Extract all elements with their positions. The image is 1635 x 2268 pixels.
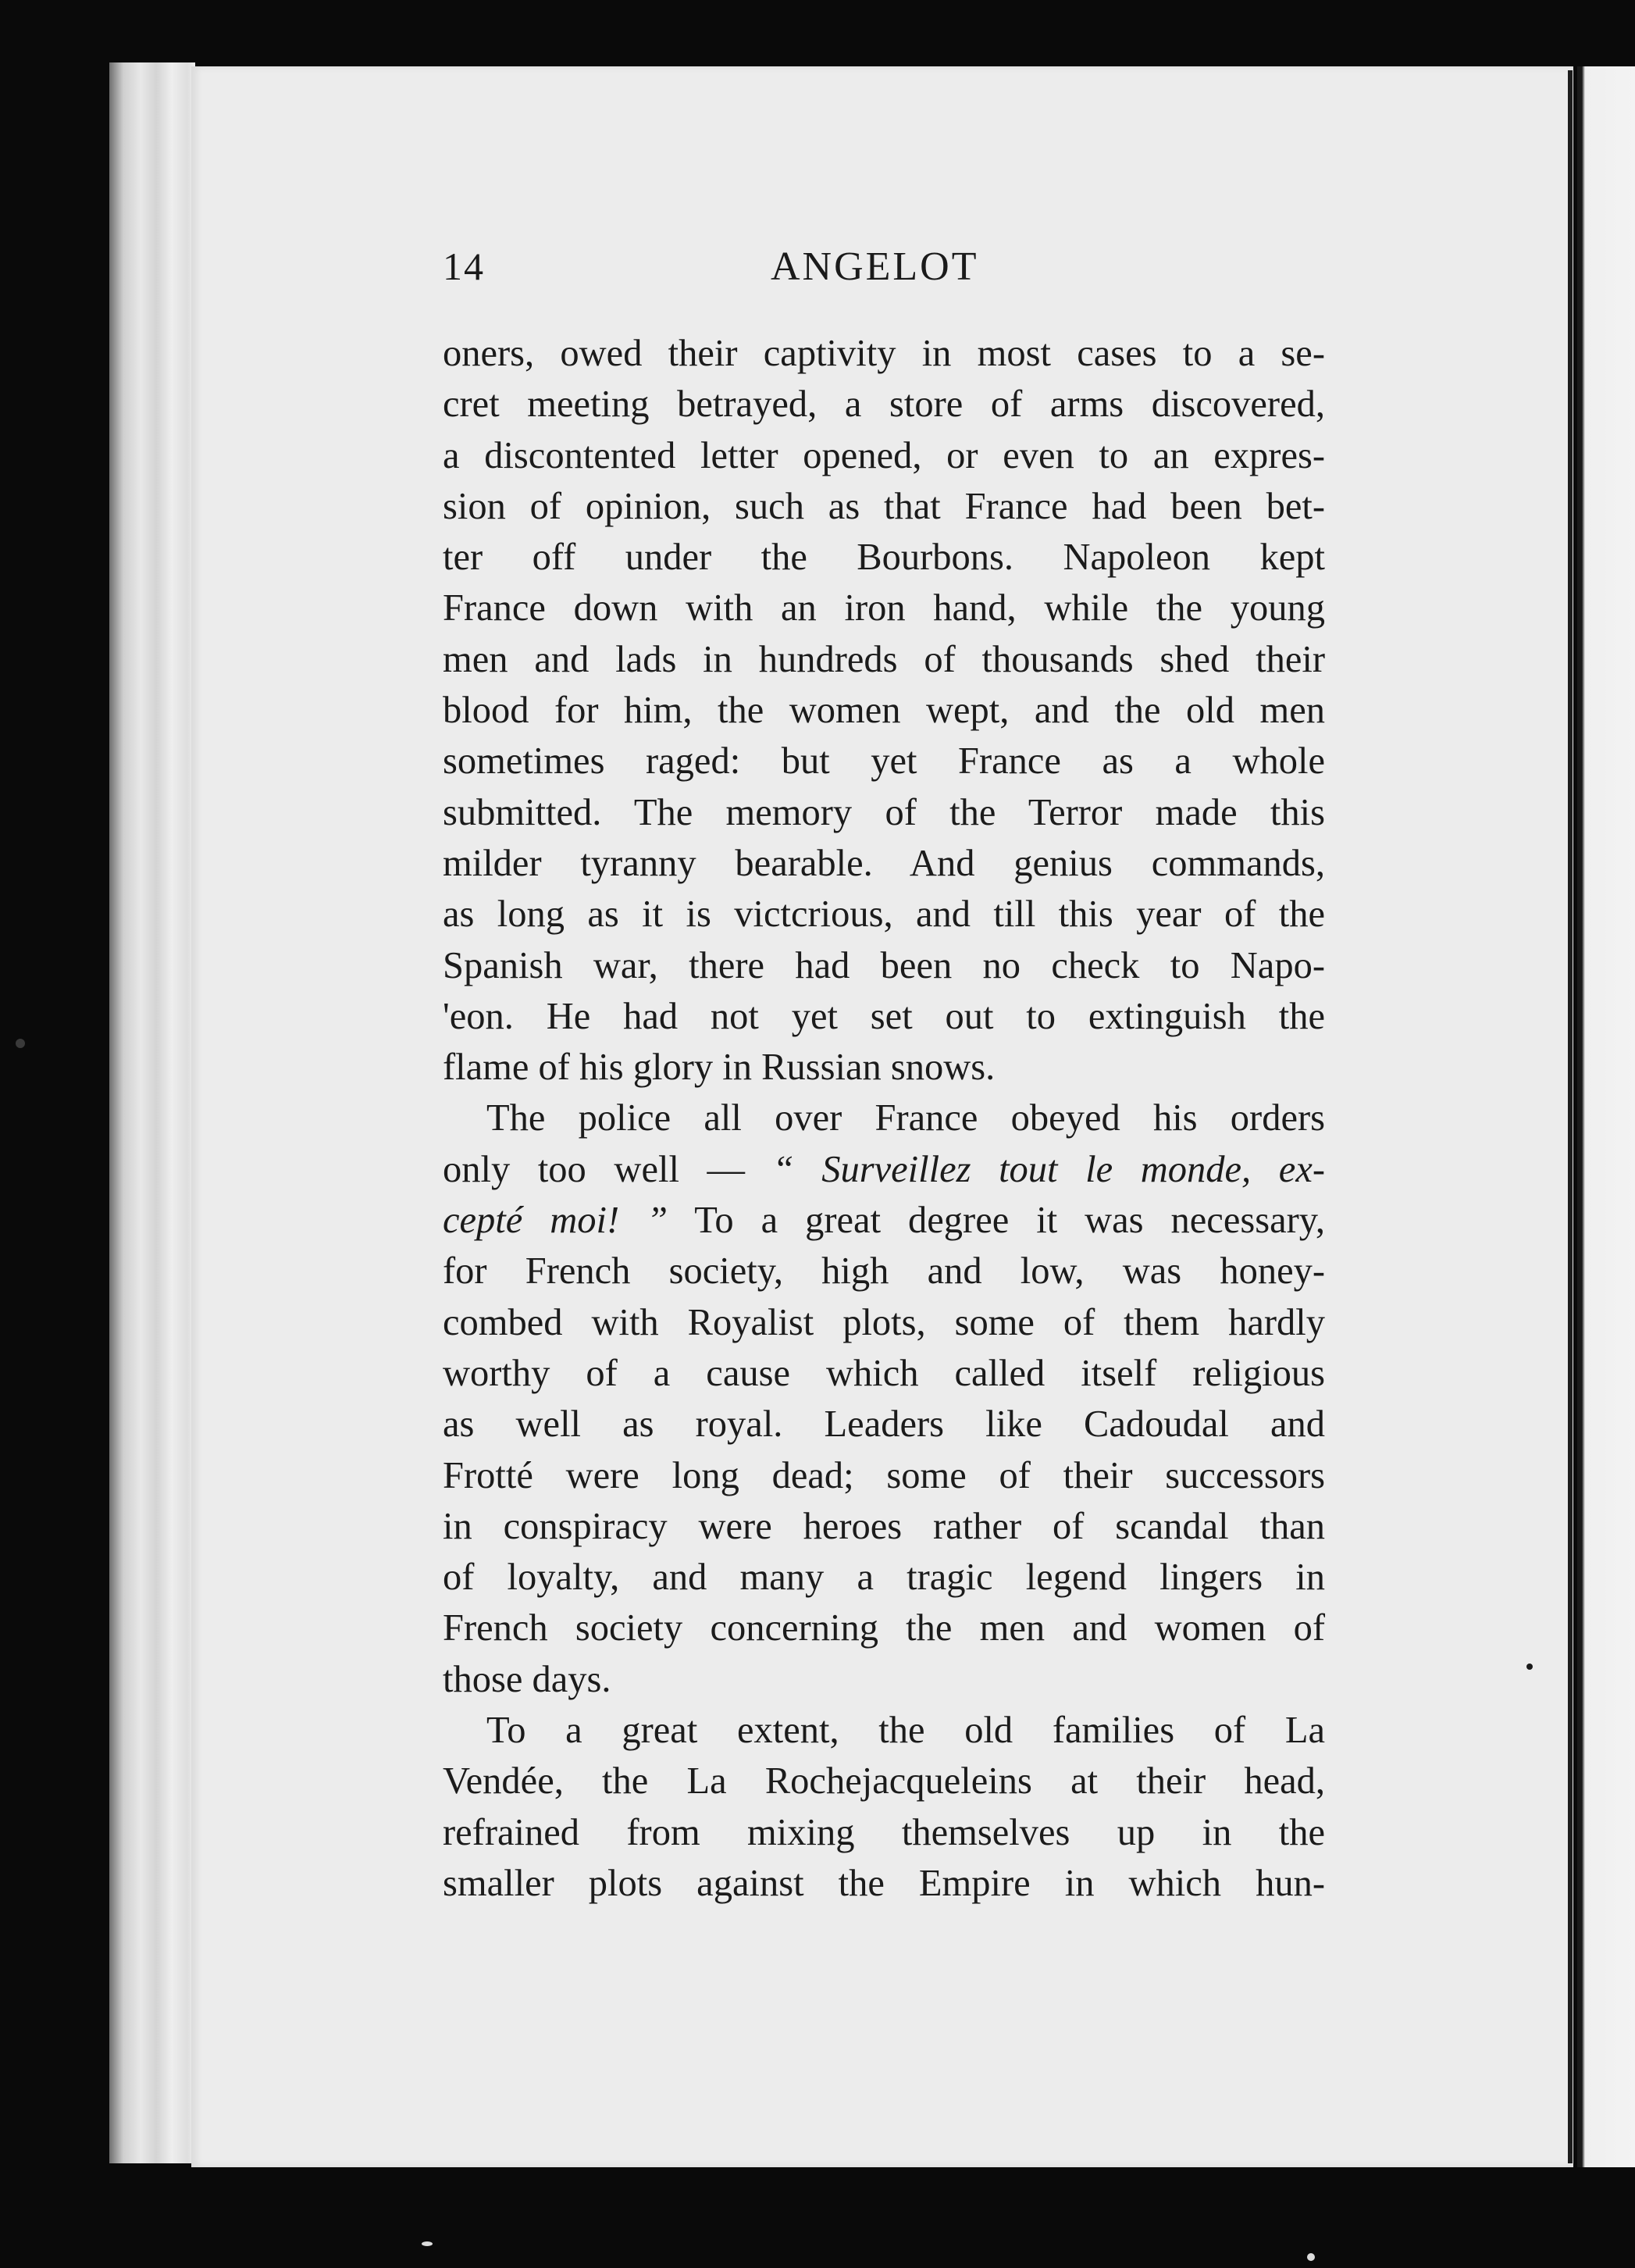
text-line: Spanish war, there had been no check to Napo- bbox=[443, 944, 1325, 986]
text-line: sometimes raged: but yet France as a whole bbox=[443, 740, 1325, 783]
page-number: 14 bbox=[443, 244, 485, 288]
paragraph bbox=[443, 1093, 1325, 1705]
text-line: sion of opinion, such as that France had been bet- bbox=[443, 485, 1325, 527]
text-line: a discontented letter opened, or even to an expres- bbox=[443, 434, 1325, 476]
text-line: of loyalty, and many a tragic legend lingers in bbox=[443, 1557, 1325, 1599]
text-line: smaller plots against the Empire in which hun- bbox=[443, 1862, 1325, 1904]
text-run: To a great degree it was necessary, bbox=[668, 1200, 1325, 1242]
adjacent-page-sliver bbox=[1577, 66, 1635, 2167]
gutter-shadow-line bbox=[1568, 70, 1573, 2163]
text-line: Vendée, the La Rochejacqueleins at their head, bbox=[443, 1760, 1325, 1803]
text-line: combed with Royalist plots, some of them hardly bbox=[443, 1301, 1325, 1343]
text-line: blood for him, the women wept, and the old men bbox=[443, 690, 1325, 732]
text-line: ter off under the Bourbons. Napoleon kept bbox=[443, 537, 1325, 579]
paragraph bbox=[443, 328, 1325, 1093]
scan-speck bbox=[422, 2241, 433, 2246]
text-line: in conspiracy were heroes rather of scandal than bbox=[443, 1505, 1325, 1547]
running-title: ANGELOT bbox=[771, 244, 979, 289]
text-line: To a great extent, the old families of La bbox=[486, 1710, 1325, 1752]
text-line bbox=[443, 1195, 1325, 1246]
text-line: refrained from mixing themselves up in the bbox=[443, 1811, 1325, 1853]
text-line: flame of his glory in Russian snows. bbox=[443, 1047, 996, 1089]
book-page-edges bbox=[109, 62, 195, 2163]
text-line: men and lads in hundreds of thousands shed their bbox=[443, 638, 1325, 680]
italic-quotation: cepté moi! ” bbox=[443, 1200, 668, 1242]
text-run: only too well — bbox=[443, 1148, 773, 1190]
text-line: The police all over France obeyed his orders bbox=[486, 1097, 1325, 1139]
text-line: for French society, high and low, was honey- bbox=[443, 1250, 1325, 1293]
text-line: those days. bbox=[443, 1658, 611, 1700]
paragraph bbox=[443, 1705, 1325, 1909]
scan-speck bbox=[1307, 2253, 1315, 2261]
text-line: milder tyranny bearable. And genius commands, bbox=[443, 842, 1325, 884]
scan-speck bbox=[1526, 1664, 1533, 1670]
body-text bbox=[443, 328, 1325, 1909]
text-line: as well as royal. Leaders like Cadoudal and bbox=[443, 1403, 1325, 1446]
italic-quotation: “ Surveillez tout le monde, ex- bbox=[772, 1148, 1325, 1190]
text-line: Frotté were long dead; some of their successors bbox=[443, 1454, 1325, 1496]
text-line: oners, owed their captivity in most cases to a se- bbox=[443, 333, 1325, 374]
text-line bbox=[443, 1144, 1325, 1195]
text-line: 'eon. He had not yet set out to extinguish the bbox=[443, 995, 1325, 1037]
text-line: cret meeting betrayed, a store of arms discovered, bbox=[443, 383, 1325, 426]
page-header bbox=[443, 236, 1325, 298]
scan-speck bbox=[16, 1039, 25, 1048]
text-line: as long as it is victcrious, and till this year of the bbox=[443, 893, 1325, 936]
text-line: France down with an iron hand, while the young bbox=[443, 587, 1325, 629]
text-line: submitted. The memory of the Terror made this bbox=[443, 791, 1325, 833]
text-line: French society concerning the men and women of bbox=[443, 1607, 1325, 1649]
text-line: worthy of a cause which called itself religious bbox=[443, 1352, 1325, 1394]
